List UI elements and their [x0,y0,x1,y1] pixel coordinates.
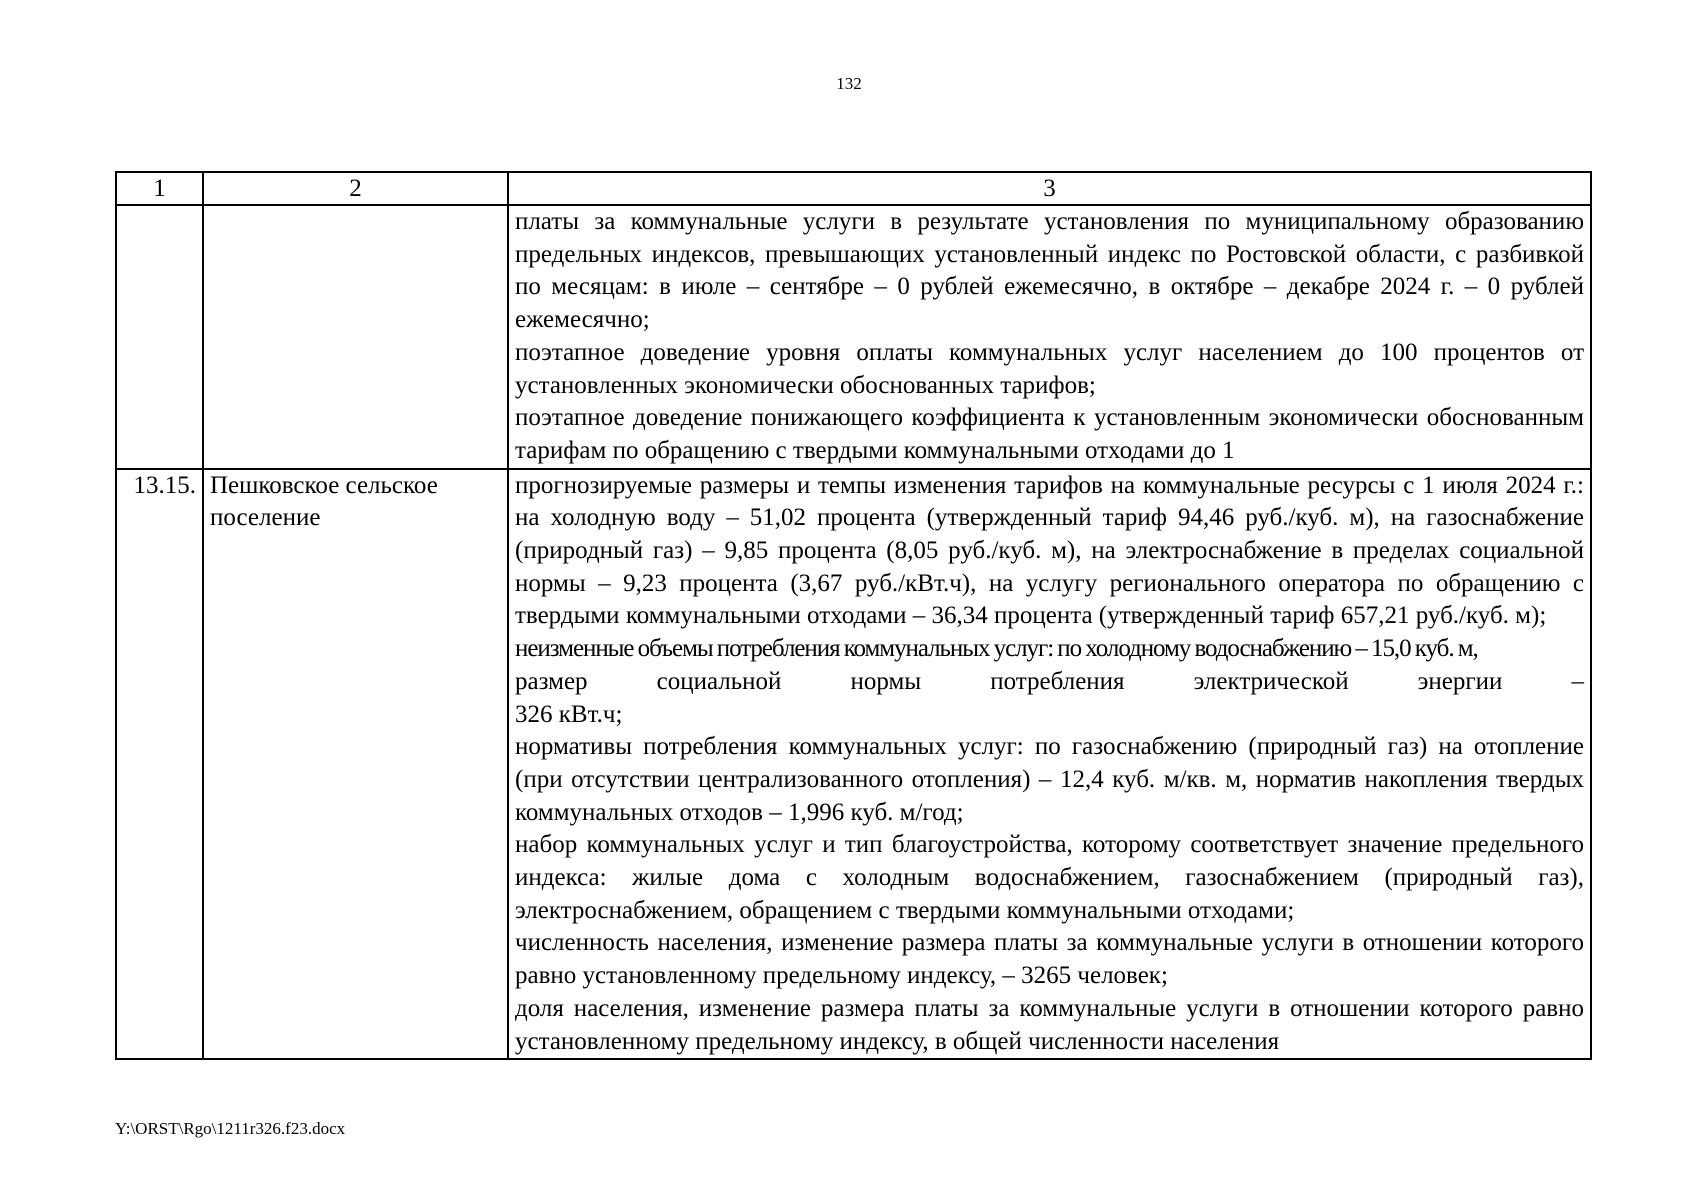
row-description-cell [508,205,1591,469]
data-table [115,171,1592,1060]
paragraph: набор коммунальных услуг и тип благоустройства, которому соответствует значение предельного индекса: жилые дома с холодным водоснабжением, газоснабжением (природный газ), электроснабжением, обращением с твердыми коммунальными отходами; [515,831,1584,924]
paragraph: численность населения, изменение размера платы за коммунальные услуги в отношении которого равно установленному предельному индексу, – 3265 человек; [515,929,1584,990]
header-cell-3: 3 [508,172,1591,205]
paragraph: доля населения, изменение размера платы за коммунальные услуги в отношении которого равно установленному предельному индексу, в общей численности населения [515,994,1584,1055]
row-name-cell: Пешковское сельское поселение [203,469,508,1060]
paragraph: поэтапное доведение понижающего коэффициента к установленным экономически обоснованным тарифам по обращению с твердыми коммунальными отходами до 1 [515,404,1584,464]
table-row [116,469,1591,1060]
paragraph: прогнозируемые размеры и темпы изменения тарифов на коммунальные ресурсы с 1 июля 2024 г.: на холодную воду – 51,02 процента (утвержденный тариф 94,46 руб./куб. м), на газоснабжение (природный газ) – 9,85 процента (8,05 руб./куб. м), на электроснабжение в пределах социальной нормы – 9,23 процента (3,67 руб./кВт.ч), на услугу регионального оператора по обращению с твердыми коммунальными отходами – 36,34 процента (утвержденный тариф 657,21 руб./куб. м); [515,471,1584,630]
header-cell-1: 1 [116,172,203,205]
paragraph: 326 кВт.ч; [515,700,623,728]
paragraph: поэтапное доведение уровня оплаты коммунальных услуг населением до 100 процентов от установленных экономически обоснованных тарифов; [515,338,1584,399]
row-description-cell [508,469,1591,1060]
paragraph: неизменные объемы потребления коммунальных услуг: по холодному водоснабжению – 15,0 куб. м, [515,635,1478,663]
row-number-cell [116,205,203,469]
page-number: 132 [836,74,862,93]
table-row [116,205,1591,469]
row-number-cell: 13.15. [116,469,203,1060]
row-name-cell [203,205,508,469]
footer-file-path: Y:\ORST\Rgo\1211r326.f23.docx [115,1119,346,1138]
table-header-row [116,172,1591,205]
paragraph: размер социальной нормы потребления электрической энергии – [515,667,1584,695]
header-cell-2: 2 [203,172,508,205]
paragraph: нормативы потребления коммунальных услуг: по газоснабжению (природный газ) на отопление (при отсутствии централизованного отопления) – 12,4 куб. м/кв. м, норматив накопления твердых коммунальных отходов – 1,996 куб. м/год; [515,733,1584,826]
paragraph: платы за коммунальные услуги в результате установления по муниципальному образованию предельных индексов, превышающих установленный индекс по Ростовской области, с разбивкой по месяцам: в июле – сентябре – 0 рублей ежемесячно, в октябре – декабре 2024 г. – 0 рублей ежемесячно; [515,208,1584,334]
